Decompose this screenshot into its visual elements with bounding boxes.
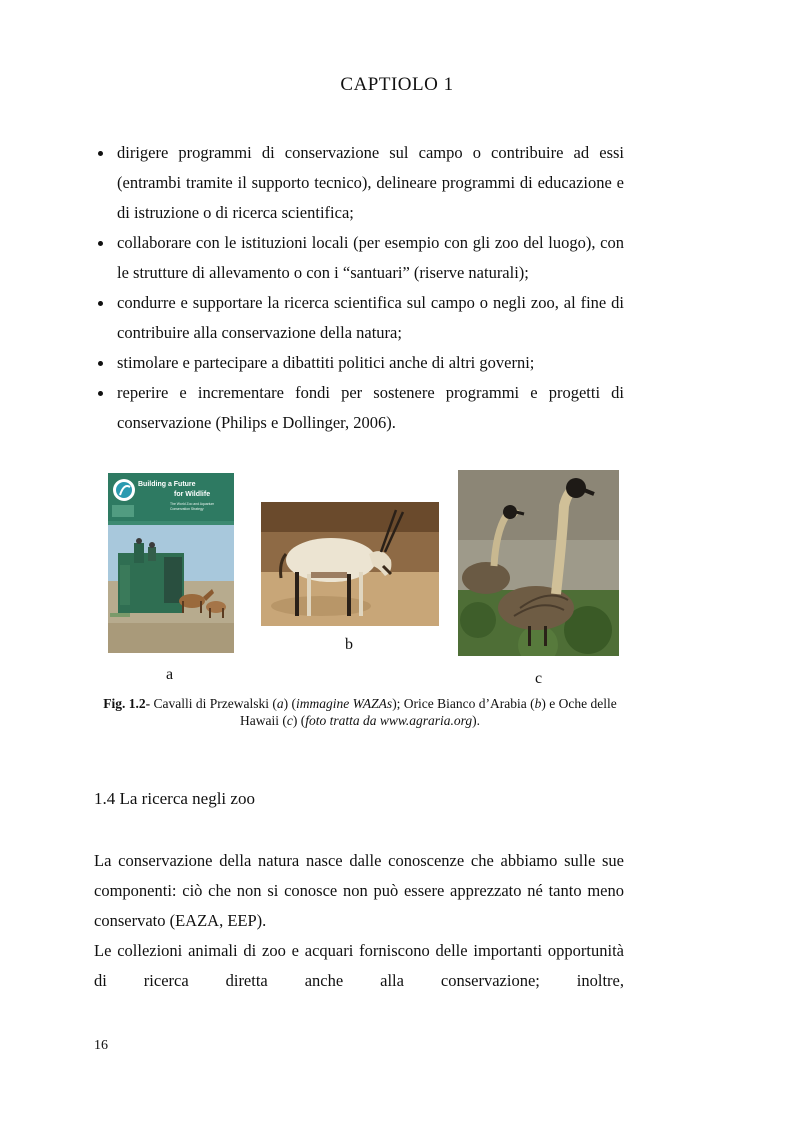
figure-a-cover-image (108, 473, 234, 653)
list-item (94, 378, 624, 438)
list-item-text: condurre e supportare la ricerca scientifica sul campo o negli zoo, al fine di contribuire alla conservazione della natura; (117, 293, 624, 342)
figure-b-label: b (345, 636, 353, 653)
figure-a-label: a (166, 666, 174, 683)
caption-letter-a: a (276, 696, 284, 711)
paragraph: Le collezioni animali di zoo e acquari forniscono delle importanti opportunità di ricerca diretta anche alla conservazione; inoltre, (94, 941, 624, 990)
caption-text: Cavalli di Przewalski ( (150, 696, 277, 711)
list-item-text: dirigere programmi di conservazione sul campo o contribuire ad essi (entrambi tramite il supporto tecnico), delineare programmi di educazione e di istruzione o di ricerca scientifica; (117, 143, 624, 222)
figure-caption (100, 695, 620, 729)
section-heading: 1.4 La ricerca negli zoo (94, 789, 255, 808)
list-item (94, 288, 624, 348)
page-number: 16 (94, 1038, 108, 1053)
list-item-text: stimolare e partecipare a dibattiti politici anche di altri governi; (117, 353, 535, 372)
paragraph: La conservazione della natura nasce dalle conoscenze che abbiamo sulle sue componenti: ciò che non si conosce non può essere apprezzato né tanto meno conservato (EAZA, EEP). (94, 851, 624, 930)
caption-credit: foto tratta da www.agraria.org (305, 713, 473, 728)
list-item (94, 348, 624, 378)
list-item-text: reperire e incrementare fondi per sostenere programmi e progetti di conservazione (Philips e Dollinger, 2006). (117, 383, 624, 432)
cover-title-line2: for Wildlife (174, 491, 211, 498)
bullet-icon (98, 361, 103, 366)
cover-subtitle: The World Zoo and Aquarium Conservation Strategy (170, 502, 215, 511)
figure-c-geese-image (458, 470, 619, 656)
geese-illustration (458, 470, 619, 656)
list-item (94, 228, 624, 288)
bullet-icon (98, 391, 103, 396)
list-item-text: collaborare con le istituzioni locali (per esempio con gli zoo del luogo), con le strutture di allevamento o con i “santuari” (riserve naturali); (117, 233, 624, 282)
bullet-list (94, 138, 624, 438)
caption-text: ) ( (283, 696, 296, 711)
caption-text: ) ( (292, 713, 306, 728)
caption-text: ); Orice Bianco d’Arabia ( (392, 696, 535, 711)
list-item (94, 138, 624, 228)
caption-letter-c: c (286, 713, 293, 728)
caption-text: ) e Oche delle Hawaii ( (239, 696, 617, 728)
report-cover-illustration (108, 473, 234, 653)
caption-text: ). (472, 713, 480, 728)
caption-fig-number: Fig. 1.2- (103, 696, 151, 711)
caption-letter-b: b (534, 696, 542, 711)
figure-b-oryx-image (261, 502, 439, 626)
caption-credit: immagine WAZAs (296, 696, 393, 711)
bullet-icon (98, 151, 103, 156)
oryx-illustration (261, 502, 439, 626)
bullet-icon (98, 301, 103, 306)
bullet-icon (98, 241, 103, 246)
figure-c-label: c (535, 670, 543, 687)
cover-title-line1: Building a Future (138, 481, 196, 488)
chapter-title: CAPTIOLO 1 (340, 74, 454, 95)
